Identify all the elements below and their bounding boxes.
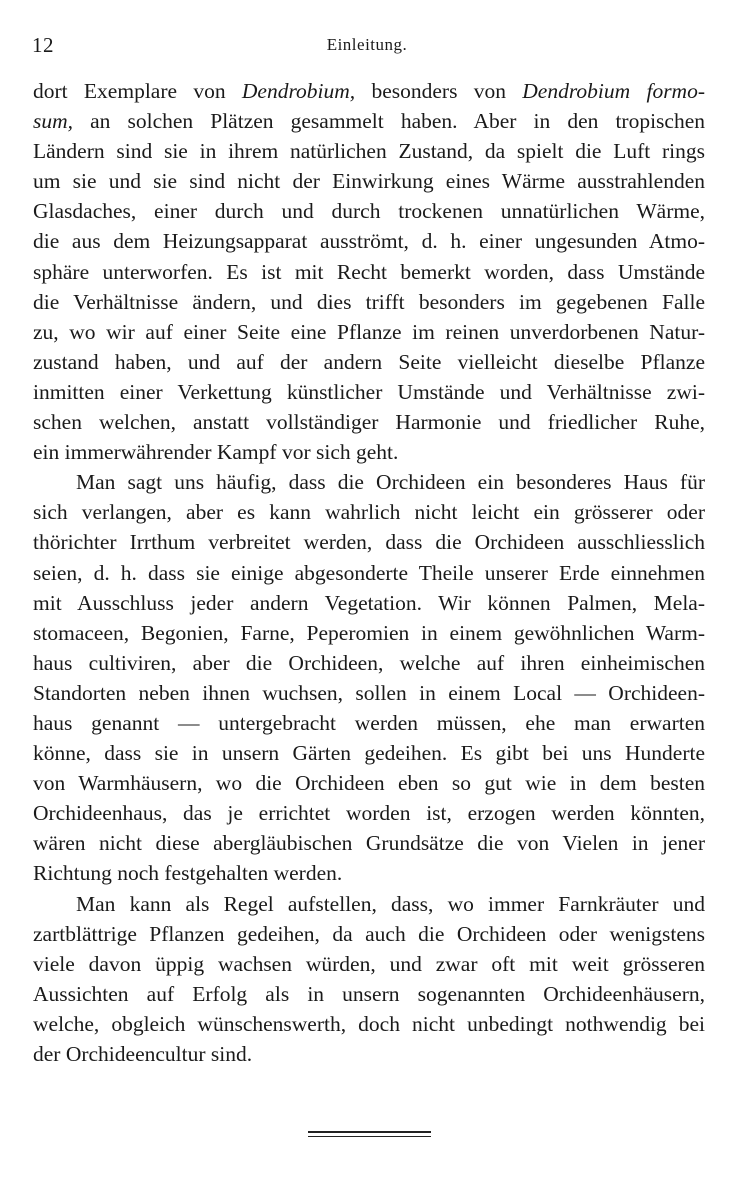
text-line — [33, 979, 705, 1009]
text-segment: um sie und sie sind nicht der Einwirkung eines Wärme ausstrahlenden — [33, 169, 705, 194]
text-line — [33, 527, 705, 557]
text-line — [33, 738, 705, 768]
paragraph — [33, 889, 705, 1070]
page-number: 12 — [32, 33, 54, 57]
text-line — [33, 678, 705, 708]
text-line — [33, 287, 705, 317]
text-line — [33, 437, 705, 467]
text-segment: zartblättrige Pflanzen gedeihen, da auch die Orchideen oder wenigstens — [33, 921, 705, 946]
text-segment: mit Ausschluss jeder andern Vegetation. Wir können Palmen, Mela- — [33, 590, 705, 615]
separator-rule-top — [308, 1131, 431, 1133]
text-line — [33, 106, 705, 136]
text-segment: seien, d. h. dass sie einige abgesonderte Theile unserer Erde einnehmen — [33, 560, 705, 585]
text-segment: Man sagt uns häufig, dass die Orchideen ein besonderes Haus für — [76, 470, 705, 495]
text-segment: von Warmhäusern, wo die Orchideen eben so gut wie in dem besten — [33, 771, 705, 796]
text-segment: die aus dem Heizungsapparat ausströmt, d. h. einer ungesunden Atmo- — [33, 229, 705, 254]
text-line — [33, 317, 705, 347]
text-line — [33, 136, 705, 166]
text-line — [33, 648, 705, 678]
text-segment: Glasdaches, einer durch und durch trockenen unnatürlichen Wärme, — [33, 199, 705, 224]
text-segment: sich verlangen, aber es kann wahrlich nicht leicht ein grösserer oder — [33, 500, 705, 525]
text-segment: Orchideenhaus, das je errichtet worden ist, erzogen werden könnten, — [33, 801, 705, 826]
text-line — [33, 1039, 705, 1069]
text-line — [33, 798, 705, 828]
italic-text: Dendrobium, — [241, 79, 356, 103]
section-title: Einleitung. — [326, 35, 408, 54]
text-segment: Richtung noch festgehalten werden. — [33, 861, 343, 886]
text-segment: die Verhältnisse ändern, und dies trifft besonders im gegebenen Falle — [33, 289, 705, 314]
text-line — [33, 949, 705, 979]
text-line — [33, 166, 705, 196]
text-segment: zustand haben, und auf der andern Seite vielleicht dieselbe Pflanze — [33, 349, 705, 374]
italic-text: sum, — [33, 109, 74, 134]
text-segment: an solchen Plätzen gesammelt haben. Aber in den tropischen — [73, 109, 705, 134]
italic-text: Dendrobium formo- — [522, 79, 705, 103]
text-segment: viele davon üppig wachsen würden, und zwar oft mit weit grösseren — [33, 951, 705, 976]
text-line — [33, 708, 705, 738]
text-line — [33, 768, 705, 798]
text-segment: welche, obgleich wünschenswerth, doch nicht unbedingt nothwendig bei — [33, 1011, 705, 1036]
text-segment: ein immerwährender Kampf vor sich geht. — [33, 440, 399, 465]
text-line — [33, 558, 705, 588]
text-line — [33, 1009, 705, 1039]
text-segment: sphäre unterworfen. Es ist mit Recht bemerkt worden, dass Umstände — [33, 259, 705, 284]
text-line — [33, 226, 705, 256]
text-line — [33, 858, 705, 888]
body-text — [33, 76, 705, 1069]
running-head — [32, 33, 702, 59]
text-line — [33, 347, 705, 377]
paragraph — [33, 76, 705, 467]
text-line — [33, 467, 705, 497]
text-line — [33, 257, 705, 287]
text-line — [33, 828, 705, 858]
text-segment: besonders von — [355, 79, 523, 103]
paragraph — [33, 467, 705, 888]
text-line — [33, 919, 705, 949]
text-segment: thörichter Irrthum verbreitet werden, dass die Orchideen ausschliesslich — [33, 530, 705, 555]
text-segment: Ländern sind sie in ihrem natürlichen Zustand, da spielt die Luft rings — [33, 139, 705, 164]
text-line — [33, 377, 705, 407]
text-line — [33, 588, 705, 618]
text-segment: stomaceen, Begonien, Farne, Peperomien in einem gewöhnlichen Warm- — [33, 620, 705, 645]
text-segment: schen welchen, anstatt vollständiger Harmonie und friedlicher Ruhe, — [33, 410, 705, 435]
text-line — [33, 196, 705, 226]
separator-rule-bottom — [308, 1136, 431, 1138]
text-segment: Man kann als Regel aufstellen, dass, wo immer Farnkräuter und — [76, 891, 705, 916]
text-segment: könne, dass sie in unsern Gärten gedeihen. Es gibt bei uns Hunderte — [33, 741, 705, 766]
text-line — [33, 618, 705, 648]
text-line — [33, 76, 705, 106]
text-segment: haus genannt — untergebracht werden müssen, ehe man erwarten — [33, 710, 705, 735]
text-segment: Standorten neben ihnen wuchsen, sollen in einem Local — Orchideen- — [33, 680, 705, 705]
section-end-separator — [308, 1131, 431, 1140]
text-line — [33, 407, 705, 437]
text-segment: haus cultiviren, aber die Orchideen, welche auf ihren einheimischen — [33, 650, 705, 675]
text-segment: wären nicht diese abergläubischen Grundsätze die von Vielen in jener — [33, 831, 705, 856]
text-segment: der Orchideencultur sind. — [33, 1042, 253, 1066]
text-line — [33, 889, 705, 919]
text-segment: dort Exemplare von — [33, 79, 242, 103]
text-line — [33, 497, 705, 527]
text-segment: inmitten einer Verkettung künstlicher Umstände und Verhältnisse zwi- — [33, 379, 705, 404]
text-segment: zu, wo wir auf einer Seite eine Pflanze im reinen unverdorbenen Natur- — [33, 319, 705, 344]
text-segment: Aussichten auf Erfolg als in unsern sogenannten Orchideenhäusern, — [33, 981, 705, 1006]
